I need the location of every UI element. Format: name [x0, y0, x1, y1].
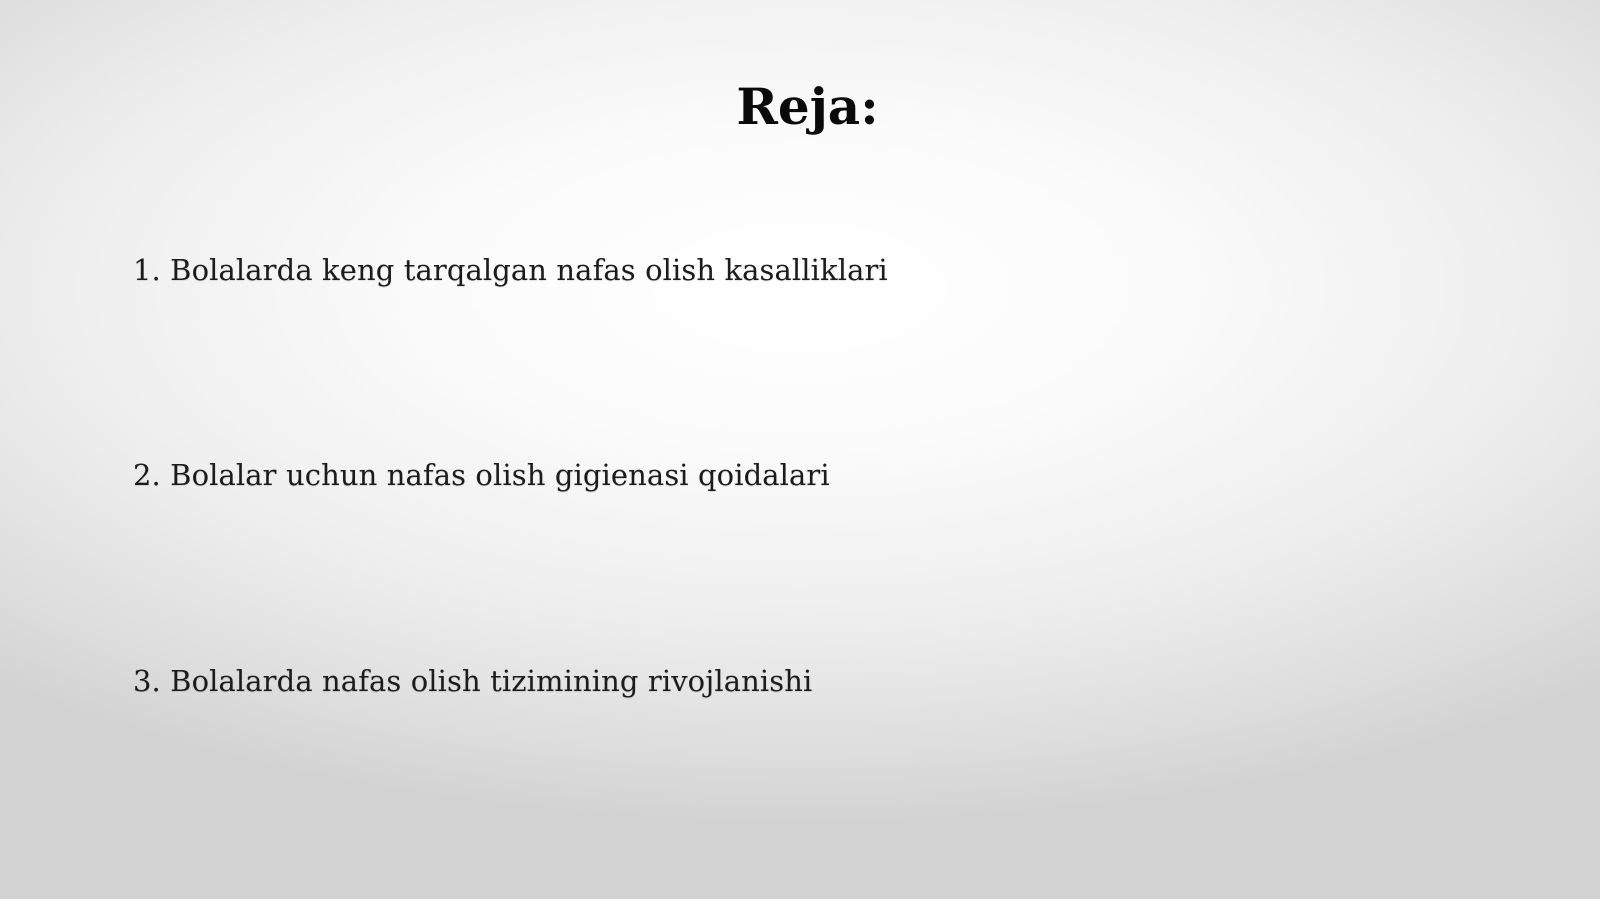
- plan-item: 1. Bolalarda keng tarqalgan nafas olish kasalliklari: [133, 253, 888, 287]
- plan-item: 3. Bolalarda nafas olish tizimining rivojlanishi: [133, 664, 813, 698]
- slide-title: Reja:: [736, 76, 879, 136]
- plan-item: 2. Bolalar uchun nafas olish gigienasi qoidalari: [133, 458, 830, 492]
